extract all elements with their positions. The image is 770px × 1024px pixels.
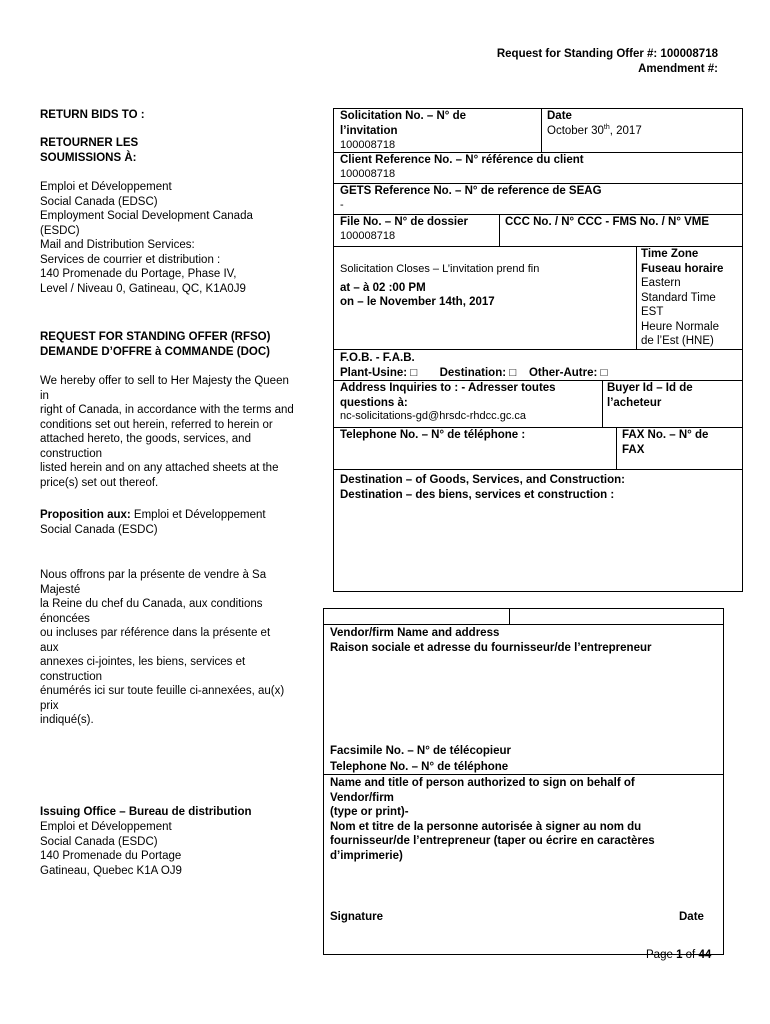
issuing-office-label: Issuing Office – Bureau de distribution	[40, 806, 252, 818]
ccc-label: CCC No. / N° CCC - FMS No. / N° VME	[505, 216, 710, 228]
rfso-number: Request for Standing Offer #: 100008718	[496, 48, 718, 60]
page-number: Page 1 of 44	[646, 949, 712, 961]
offer-text-en: We hereby offer to sell to Her Majesty the Queen in right of Canada, in accordance with the terms and conditions set out herein, referred to herein or attached hereto, the goods, services, and construction listed herein and on any attached sheets at the price(s) set out thereof.	[40, 375, 294, 489]
timezone-label: Time Zone Fuseau horaire	[641, 248, 724, 275]
fob-label: F.O.B. - F.A.B.	[340, 352, 415, 364]
proposition-label: Proposition aux:	[40, 509, 131, 521]
vendor-name-label: Vendor/firm Name and address Raison sociale et adresse du fournisseur/de l’entrepreneur	[330, 627, 652, 654]
inquiries-email[interactable]: nc-solicitations-gd@hrsdc-rhdcc.gc.ca	[340, 410, 527, 422]
file-no-label: File No. – N° de dossier	[340, 216, 468, 228]
file-no-value[interactable]: 100008718	[340, 229, 396, 242]
gets-ref-cell	[340, 184, 740, 212]
retourner-heading: RETOURNER LES SOUMISSIONS À:	[40, 137, 139, 164]
date-cell	[547, 109, 737, 138]
fob-options[interactable]: Plant-Usine: □ Destination: □ Other-Autre: □	[340, 366, 608, 379]
return-address: Emploi et Développement Social Canada (EDSC) Employment Social Development Canada (ESDC) Mail and Distribution Services: Services de courrier et distribution : 140 Promenade du Portage, Phase IV, Level / Niveau 0, Gatineau, QC, K1A0J9	[40, 181, 253, 295]
signature-label: Signature	[330, 911, 384, 923]
solicitation-form	[333, 108, 743, 592]
timezone-cell	[641, 247, 741, 349]
offer-text-fr: Nous offrons par la présente de vendre à Sa Majesté la Reine du chef du Canada, aux conditions énoncées ou incluses par référence dans la présente et aux annexes ci-jointes, les biens, services et construction énumérés ici sur toute feuille ci-annexées, au(x) prix indiqué(s).	[40, 569, 285, 726]
closes-label: Solicitation Closes – L’invitation prend fin	[340, 263, 540, 275]
issuing-office-address: Emploi et Développement Social Canada (ESDC) 140 Promenade du Portage Gatineau, Quebec K1A OJ9	[40, 821, 182, 877]
client-ref-value[interactable]: 100008718	[340, 167, 396, 180]
vendor-fax-label: Facsimile No. – N° de télécopieur	[330, 745, 511, 757]
solicitation-label: Solicitation No. – N° de l’invitation	[340, 110, 467, 137]
gets-ref-value[interactable]: -	[340, 198, 344, 211]
amendment-number: Amendment #:	[638, 62, 718, 75]
client-ref-label: Client Reference No. – N° référence du client	[340, 154, 584, 166]
destination-label: Destination – of Goods, Services, and Construction: Destination – des biens, services et construction :	[340, 474, 625, 501]
proposition	[40, 508, 330, 537]
file-no-cell	[340, 215, 498, 243]
inquiries-label: Address Inquiries to : - Adresser toutes questions à:	[340, 382, 556, 409]
inquiries-cell	[340, 381, 602, 423]
vendor-date-label: Date	[679, 911, 704, 923]
vendor-phone-label: Telephone No. – N° de téléphone	[330, 761, 509, 773]
rfso-title: REQUEST FOR STANDING OFFER (RFSO) DEMANDE D’OFFRE à COMMANDE (DOC)	[40, 331, 271, 358]
proposition-value: Emploi et Développement Social Canada (ESDC)	[40, 509, 266, 536]
date-value[interactable]: October 30th, 2017	[547, 123, 642, 137]
gets-ref-label: GETS Reference No. – N° de reference de SEAG	[340, 185, 602, 197]
telephone-label: Telephone No. – N° de téléphone :	[340, 429, 526, 441]
fax-label: FAX No. – N° de FAX	[622, 429, 709, 456]
closes-date[interactable]: on – le November 14th, 2017	[340, 296, 495, 308]
timezone-value: Eastern Standard Time EST Heure Normale de l’Est (HNE)	[641, 277, 719, 347]
buyer-label: Buyer Id – Id de l’acheteur	[607, 382, 693, 409]
closes-cell	[340, 262, 634, 310]
return-bids-heading: RETURN BIDS TO :	[40, 109, 145, 121]
closes-time[interactable]: at – à 02 :00 PM	[340, 281, 426, 294]
solicitation-value[interactable]: 100008718	[340, 139, 396, 151]
solicitation-cell	[340, 109, 540, 153]
fob-cell	[340, 351, 740, 380]
client-ref-cell	[340, 153, 740, 181]
document-header	[497, 47, 718, 76]
vendor-auth-label: Name and title of person authorized to sign on behalf of Vendor/firm (type or print)- Nom et titre de la personne autorisée à signer au nom du fournisseur/de l’entrepreneur (taper ou écrire en caractères d’imprimerie)	[330, 777, 655, 862]
date-label: Date	[547, 110, 572, 122]
